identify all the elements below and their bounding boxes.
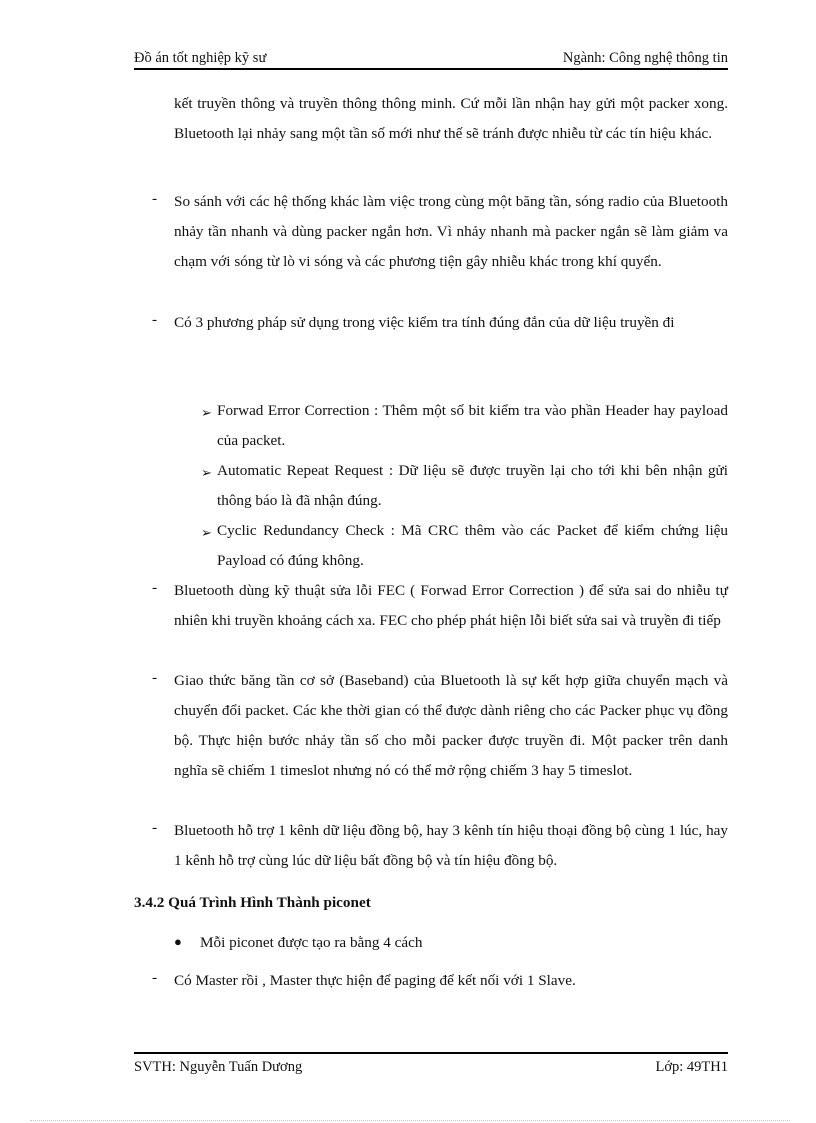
list-item: Bluetooth hỗ trợ 1 kênh dữ liệu đồng bộ, hay 3 kênh tín hiệu thoại đồng bộ cùng 1 lúc, hay 1 kênh hỗ trợ cùng lúc dữ liệu bất đồng bộ và tín hiệu đồng bộ. [174, 822, 728, 869]
arrow-item-text: Forwad Error Correction : Thêm một số bit kiểm tra vào phần Header hay payload của packet. [217, 402, 728, 449]
bullet-icon: ● [174, 934, 182, 949]
dash-marker: - [152, 579, 158, 596]
footer-rule [134, 1052, 728, 1054]
arrow-item [217, 456, 728, 516]
arrow-item [217, 516, 728, 576]
arrow-bullet-icon: ➢ [201, 465, 212, 480]
list-item: Bluetooth dùng kỹ thuật sửa lỗi FEC ( Forwad Error Correction ) để sửa sai do nhiễu tự nhiên khi truyền khoảng cách xa. FEC cho phép phát hiện lỗi biết sửa sai và truyền đi tiếp [174, 582, 728, 629]
page-footer [134, 1059, 728, 1079]
footer-right: Lớp: 49TH1 [655, 1059, 728, 1075]
page-edge-dotted-line [30, 1120, 790, 1121]
page-header [134, 50, 728, 70]
section-heading: 3.4.2 Quá Trình Hình Thành piconet [134, 894, 371, 911]
header-right: Ngành: Công nghệ thông tin [562, 50, 728, 66]
footer-left: SVTH: Nguyễn Tuấn Dương [134, 1059, 303, 1075]
arrow-item [217, 396, 728, 456]
arrow-item-text: Cyclic Redundancy Check : Mã CRC thêm vào các Packet để kiểm chứng liệu Payload có đúng không. [217, 522, 728, 569]
intro-paragraph: kết truyền thông và truyền thông thông minh. Cứ mỗi lần nhận hay gửi một packer xong. Bluetooth lại nhảy sang một tần số mới như thế sẽ tránh được nhiễu từ các tín hiệu khác. [174, 95, 728, 142]
list-item: So sánh với các hệ thống khác làm việc trong cùng một băng tần, sóng radio của Bluetooth nhảy tần nhanh và dùng packer ngắn hơn. Vì nhảy nhanh mà packer ngắn sẽ làm giảm va chạm với sóng từ lò vi sóng và các phương tiện gây nhiễu khác trong khí quyển. [174, 193, 728, 270]
arrow-item-text: Automatic Repeat Request : Dữ liệu sẽ được truyền lại cho tới khi bên nhận gửi thông báo là đã nhận đúng. [217, 462, 728, 509]
dash-marker: - [152, 669, 158, 686]
dash-marker: - [152, 190, 158, 207]
dash-marker: - [152, 819, 158, 836]
arrow-bullet-icon: ➢ [201, 525, 212, 540]
arrow-bullet-icon: ➢ [201, 405, 212, 420]
list-item: Giao thức băng tần cơ sở (Baseband) của Bluetooth là sự kết hợp giữa chuyển mạch và chuyển đổi packet. Các khe thời gian có thể được dành riêng cho các Packer phục vụ đồng bộ. Thực hiện bước nhảy tần số cho mỗi packer được truyền đi. Một packer trên danh nghĩa sẽ chiếm 1 timeslot nhưng nó có thể mở rộng chiếm 3 hay 5 timeslot. [174, 672, 728, 779]
dash-marker: - [152, 311, 158, 328]
header-rule [134, 68, 728, 70]
list-item: Có 3 phương pháp sử dụng trong việc kiểm tra tính đúng đắn của dữ liệu truyền đi [174, 314, 675, 331]
list-item: Có Master rồi , Master thực hiện để paging để kết nối với 1 Slave. [174, 972, 576, 989]
dash-marker: - [152, 969, 158, 986]
bullet-item: Mỗi piconet được tạo ra bằng 4 cách [200, 934, 423, 951]
header-left: Đồ án tốt nghiệp kỹ sư [134, 50, 267, 66]
